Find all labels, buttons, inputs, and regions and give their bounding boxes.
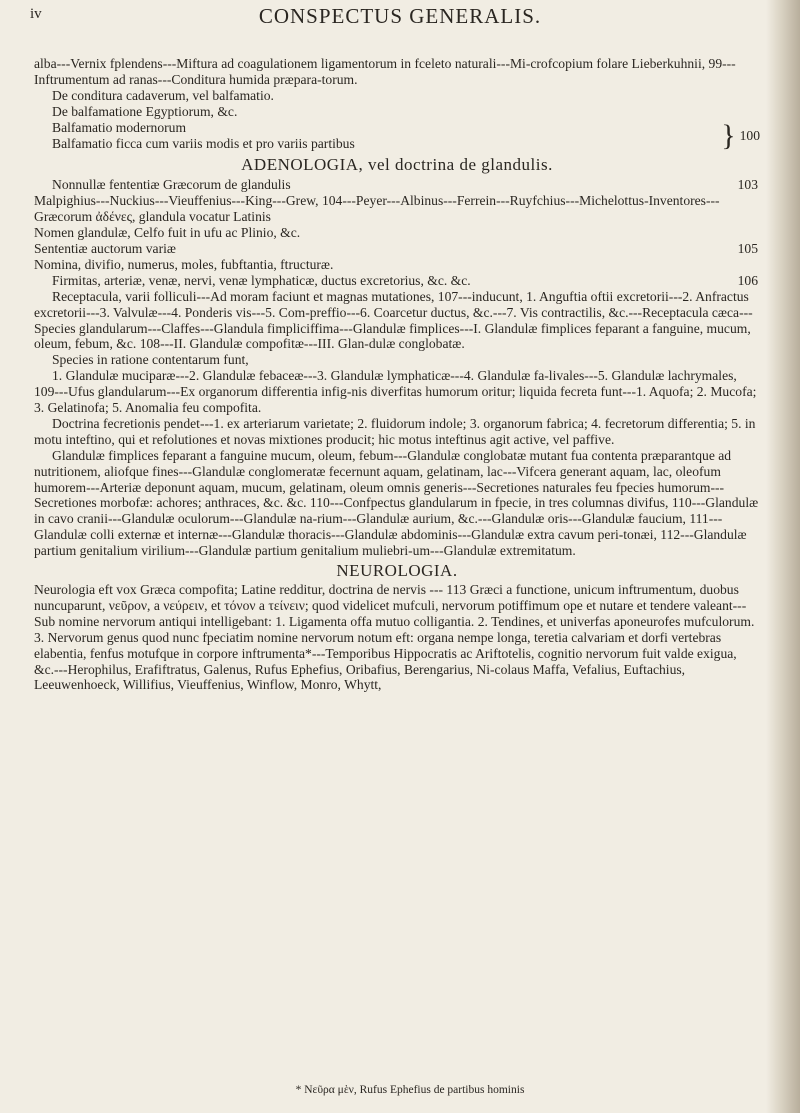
brace-line: Balfamatio ficca cum variis modis et pro variis partibus xyxy=(52,135,355,151)
toc-entry-text: Sententiæ auctorum variæ xyxy=(34,240,176,256)
body-text xyxy=(34,56,760,693)
toc-entry xyxy=(34,241,760,257)
species-line: Species in ratione contentarum funt, xyxy=(52,352,249,368)
toc-entry-page: 106 xyxy=(737,272,758,288)
brace-page-number: 100 xyxy=(739,127,760,143)
brace-line: Balfamatio modernorum xyxy=(52,119,187,135)
toc-entry-text: Firmitas, arteriæ, venæ, nervi, venæ lymphaticæ, ductus excretorius, &c. &c. xyxy=(52,272,471,288)
right-brace-icon: } xyxy=(721,118,736,152)
toc-entry xyxy=(34,177,760,193)
glandulae-paragraph: 1. Glandulæ muciparæ---2. Glandulæ febaceæ---3. Glandulæ lymphaticæ---4. Glandulæ fa-livales---5. Glandulæ lachrymales, 109---Ufus glandularum---Ex organorum differentia infig-nis diverfitas humorum oritur; liquida fecreta funt---1. Aquofa; 2. Mucofa; 3. Gelatinofa; 5. Anomalia feu compofita. xyxy=(34,368,757,416)
intro-paragraph: alba---Vernix fplendens---Miftura ad coagulationem ligamentorum in fceleto naturali---Mi-crofcopium folare Lieberkuhnii, 99---Inftrumentum ad ranas---Conditura humida præpara-torum. xyxy=(34,56,736,87)
nomina-line: Nomina, divifio, numerus, moles, fubftantia, ftructuræ. xyxy=(34,256,334,272)
simplices-paragraph: Glandulæ fimplices feparant a fanguine mucum, oleum, febum---Glandulæ conglobatæ mutant fua contenta præparantque ad nutritionem, aliofque fines---Glandulæ conglomeratæ fecernunt aquam, gelatinam, lac---Vifcera generant aquam, lac, oleofum humorem---Arteriæ deponunt aquam, mucum, gelatinam, oleum omnis generis---Secretiones naturales feu fpecies humorum---Secretiones morbofæ: achores; anthraces, &c. &c. 110---Confpectus glandularum in fpecie, in tres columnas divifus, 110---Glandulæ in cavo cranii---Glandulæ oculorum---Glandulæ na-rium---Glandulæ aurium, &c.---Glandulæ oris---Glandulæ faucium, 111---Glandulæ colli externæ et internæ---Glandulæ thoracis---Glandulæ abdominis---Glandulæ extra cavum peri-tonæi, 112---Glandulæ partium genitalium virilium---Glandulæ partium genitalium muliebri-um---Glandulæ extremitatum. xyxy=(34,447,759,559)
toc-entry xyxy=(34,273,760,289)
neurologia-paragraph: Neurologia eft vox Græca compofita; Latine redditur, doctrina de nervis --- 113 Græci a functione, unicum inftrumentum, duobus nuncuparunt, νεῦρον, a νεύρειν, et τόνον a τείνειν; quod videlicet mufculi, nervorum potiffimum ope et nutare et tendere valeant---Sub nomine nervorum antiqui intelligebant: 1. Ligamenta offa mutuo colligantia. 2. Tendines, et univerfas aponeurofes mufculorum. 3. Nervorum genus quod nunc fpeciatim nomine nervorum notum eft: organa nempe longa, teretia calvariam et dorfi vertebras elabentia, fenfus motufque in corpore inftrumenta*---Temporibus Hippocratis ac Ariftotelis, cognitio nervorum fuit valde exigua, &c.---Herophilus, Erafiftratus, Galenus, Rufus Ephefius, Oribafius, Berengarius, Ni-colaus Maffa, Vefalius, Euftachius, Leeuwenhoeck, Willifius, Vieuffenius, Winflow, Monro, Whytt, xyxy=(34,582,755,693)
toc-entry-text: Nonnullæ fententiæ Græcorum de glandulis xyxy=(52,177,291,193)
footnote: * Νεῦρα μὲν, Rufus Ephefius de partibus hominis xyxy=(295,1084,525,1096)
brace-group xyxy=(34,120,760,152)
page-number: iv xyxy=(30,6,42,22)
receptacula-paragraph: Receptacula, varii folliculi---Ad moram faciunt et magnas mutationes, 107---inducunt, 1. Anguftia oftii excretorii---2. Anfractus excretorii---3. Valvulæ---4. Ponderis vis---5. Com-preffio---6. Coarcetur ductus, &c.---7. Vis contractilis, &c.---Receptacula cæca---Species glandularum---Claffes---Glandula fimpliciffima---Glandulæ fimplices---I. Glandulæ fimplices feparant a fanguine, mucum, oleum, febum, &c. 108---II. Glandulæ compofitæ---III. Glan-dulæ conglobatæ. xyxy=(34,288,753,352)
malpighius-paragraph: Malpighius---Nuckius---Vieuffenius---King---Grew, 104---Peyer---Albinus---Ferrein---Ruyfchius---Michelottus-Inventores---Græcorum ἀδένες, glandula vocatur Latinis xyxy=(34,193,720,225)
toc-entry-page: 105 xyxy=(737,240,758,256)
nomen-line: Nomen glandulæ, Celfo fuit in ufu ac Plinio, &c. xyxy=(34,225,301,241)
running-head: CONSPECTUS GENERALIS. xyxy=(258,4,542,28)
page-edge-shadow xyxy=(766,0,800,1113)
doctrina-paragraph: Doctrina fecretionis pendet---1. ex arteriarum varietate; 2. fluidorum indole; 3. organorum fabrica; 4. fecretorum differentia; 5. in motu inteftino, qui et refolutiones et novas mixtiones producit; hic motus inteftinus agit active, vel paffive. xyxy=(34,415,756,447)
section-heading-neurologia: NEUROLOGIA. xyxy=(336,561,458,581)
balfamatione-line: De balfamatione Egyptiorum, &c. xyxy=(52,103,238,119)
conditura-line: De conditura cadaverum, vel balfamatio. xyxy=(52,87,274,103)
section-heading-adenologia: ADENOLOGIA, vel doctrina de glandulis. xyxy=(241,155,553,175)
toc-entry-page: 103 xyxy=(737,177,758,193)
